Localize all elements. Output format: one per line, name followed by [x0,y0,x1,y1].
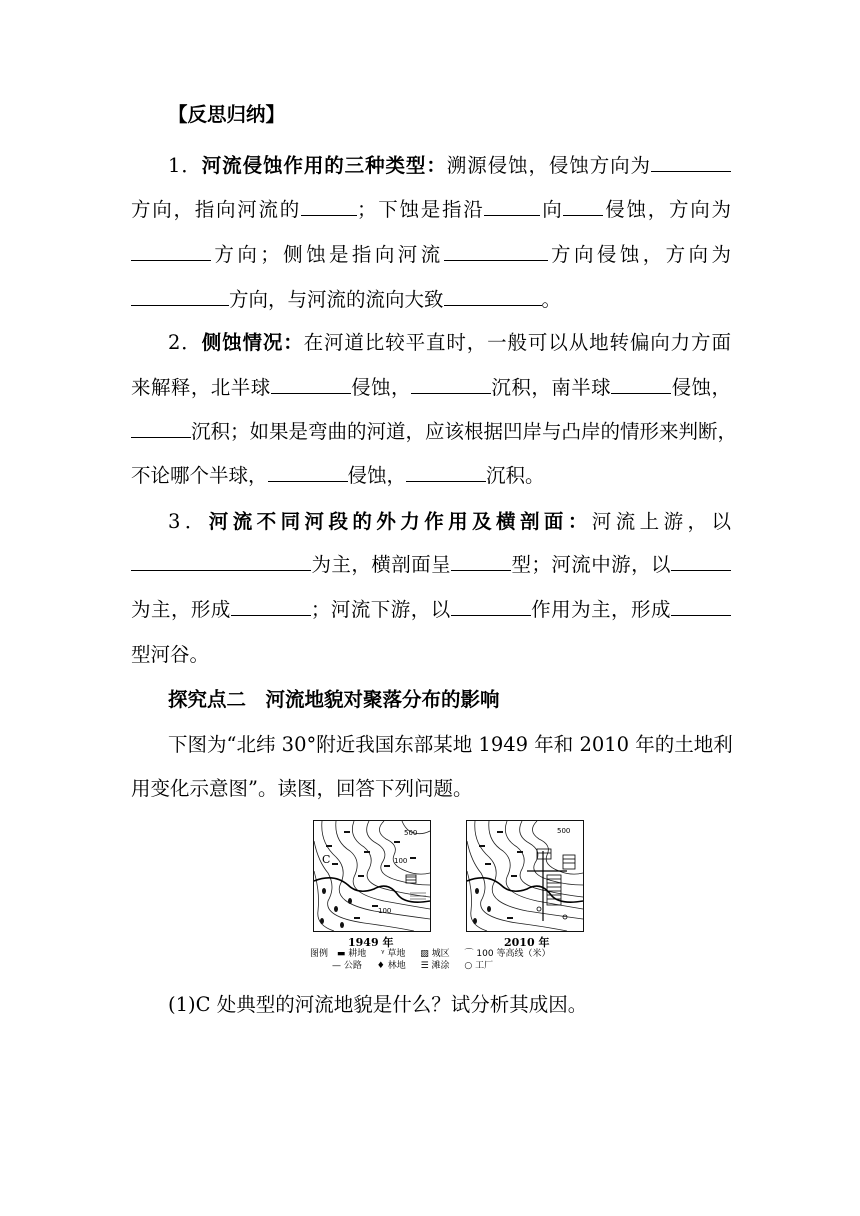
legend-title: 图例 [310,949,329,959]
text: 溯源侵蚀，侵蚀方向为 [446,154,651,177]
blank[interactable] [563,196,603,216]
legend-grassland: ᵞ 草地 [381,949,406,959]
item-number: 2． [168,331,202,354]
blank[interactable] [301,196,357,216]
blank[interactable] [444,241,548,261]
text: 侵蚀， [350,376,411,399]
question-1: (1)C 处典型的河流地貌是什么？试分析其成因。 [168,993,588,1016]
item2-line3 [131,418,738,446]
legend-factory: ○ 工厂 [464,961,494,971]
item2-line1 [168,329,731,357]
blank[interactable] [444,286,542,306]
blank[interactable] [131,418,191,438]
section2-intro-line2: 用变化示意图”。读图，回答下列问题。 [131,777,473,800]
text: 侵蚀， [347,464,407,487]
item3-line3 [131,596,731,624]
item3-line2 [131,551,731,579]
text: ；下蚀是指沿 [356,198,485,221]
text: 在河道比较平直时，一般可以从地转偏向力方面 [303,331,731,354]
text: 方向，与河流的流向大致 [229,288,444,311]
text: 沉积，南半球 [490,376,612,399]
item1-line3 [131,241,731,269]
map-legend [310,948,560,972]
blank[interactable] [451,596,531,616]
colon: ： [283,331,304,354]
item1-line1 [168,152,731,180]
blank[interactable] [131,551,311,571]
item-number: 3． [168,510,209,533]
text: 方向；侧蚀是指向河流 [211,243,444,266]
text: 方向，指向河流的 [131,198,301,221]
text: 为主，横剖面呈 [311,553,452,576]
section-heading: 【反思归纳】 [168,103,286,126]
blank[interactable] [484,196,540,216]
map-1949-year: 1949 年 [348,936,394,949]
legend-row-1 [310,948,560,960]
blank[interactable] [268,462,348,482]
map-1949-drawing [314,821,430,931]
text: 沉积；如果是弯曲的河道，应该根据凹岸与凸岸的情形来判断， [191,420,738,443]
legend-urban: ▨ 城区 [420,949,450,959]
blank[interactable] [671,596,731,616]
item-title: 侧蚀情况 [201,331,284,354]
item-number: 1． [168,154,202,177]
text: ；河流下游，以 [310,598,451,621]
text: 来解释，北半球 [131,376,271,399]
blank[interactable] [231,596,311,616]
section2-heading: 探究点二 河流地貌对聚落分布的影响 [168,688,500,711]
section2-intro-line1: 下图为“北纬 30°附近我国东部某地 1949 年和 2010 年的土地利 [168,733,733,756]
blank[interactable] [271,374,351,394]
text: 。 [541,288,562,311]
map-1949 [313,820,431,932]
text: 不论哪个半球， [131,464,268,487]
legend-tidal-flat: ☰ 滩涂 [420,961,450,971]
blank[interactable] [411,374,491,394]
blank[interactable] [406,462,486,482]
legend-farmland: ▬ 耕地 [336,949,367,959]
text: 侵蚀，方向为 [603,198,731,221]
legend-contour: ⌒ 100 等高线（米） [464,949,551,959]
text: 沉积。 [486,464,545,487]
map-2010 [466,820,584,932]
text: 型河谷。 [131,643,210,666]
contour-label: C [322,853,331,866]
map-2010-drawing [467,821,583,931]
contour-label: 500 [404,829,418,837]
item2-line4 [131,462,731,490]
contour-label: 500 [557,827,571,835]
legend-row-2 [310,960,560,972]
legend-forest: ♦ 林地 [376,961,406,971]
text: 河流上游，以 [591,510,731,533]
blank[interactable] [131,241,211,261]
item3-line1 [168,508,731,536]
land-use-figure [308,818,571,973]
text: 型；河流中游，以 [511,553,671,576]
item2-line2 [131,374,731,402]
text: 作用为主，形成 [530,598,671,621]
blank[interactable] [651,152,731,172]
text: 侵蚀， [671,376,731,399]
item-title: 河流侵蚀作用的三种类型 [201,154,427,177]
blank[interactable] [451,551,511,571]
blank[interactable] [611,374,671,394]
blank[interactable] [131,286,229,306]
contour-label: 100 [394,857,408,865]
item1-line2 [131,196,731,224]
text: 向 [540,198,564,221]
legend-road: — 公路 [332,961,362,971]
item-title: 河流不同河段的外力作用及横剖面 [208,510,568,533]
text: 为主，形成 [131,598,231,621]
map-2010-year: 2010 年 [504,936,550,949]
colon: ： [426,154,447,177]
blank[interactable] [671,551,731,571]
item1-line4 [131,286,731,314]
item3-line4 [131,641,731,669]
colon: ： [567,510,592,533]
text: 方向侵蚀，方向为 [547,243,731,266]
contour-label: 100 [378,907,392,915]
